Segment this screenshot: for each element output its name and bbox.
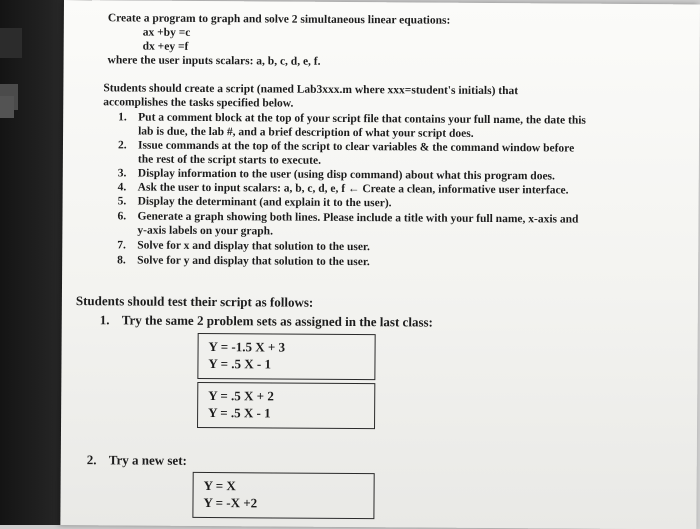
- assignment-line-2: accomplishes the tasks specified below.: [103, 96, 294, 110]
- task-number: 6.: [117, 210, 127, 223]
- task-line: Display the determinant (and explain it to the user).: [137, 195, 392, 210]
- task-line: lab is due, the lab #, and a brief description of what your script does.: [138, 125, 474, 140]
- task-number: 1.: [118, 111, 127, 124]
- equation-set-box: [197, 382, 375, 429]
- assignment-line-1: Students should create a script (named Lab3xxx.m where xxx=student's initials) that: [103, 82, 519, 98]
- task-line: Generate a graph showing both lines. Please include a title with your full name, x-axis and: [137, 210, 579, 226]
- equation-line: Y = .5 X + 2: [208, 388, 274, 404]
- paper-sheet: [60, 0, 700, 529]
- task-number: 7.: [117, 239, 126, 252]
- task-line: Ask the user to input scalars: a, b, c, d, e, f ← Create a clean, informative user interface.: [137, 181, 569, 197]
- testing-heading: Students should test their script as follows:: [75, 293, 314, 310]
- equation-set-box: [197, 333, 375, 380]
- task-number: 3.: [117, 167, 127, 180]
- equation-line: Y = .5 X - 1: [208, 356, 272, 372]
- test-item-number: 2.: [86, 452, 97, 468]
- scalars-line: where the user inputs scalars: a, b, c, d, e, f.: [107, 54, 321, 68]
- equation-line: Y = -X +2: [203, 494, 258, 511]
- test-item-number: 1.: [99, 312, 110, 328]
- task-number: 5.: [117, 195, 127, 208]
- test-item-text: Try the same 2 problem sets as assigned in the last class:: [121, 312, 433, 330]
- equation-2: dx +ey =f: [142, 40, 189, 53]
- equation-line: Y = .5 X - 1: [208, 405, 271, 421]
- task-line: Solve for x and display that solution to the user.: [137, 239, 370, 254]
- task-line: Display information to the user (using disp command) about what this program does.: [137, 167, 555, 183]
- task-line: Issue commands at the top of the script to clear variables & the command window before: [137, 139, 575, 155]
- test-item-text: Try a new set:: [108, 452, 187, 468]
- bezel-mark: [0, 96, 14, 118]
- task-line: y-axis labels on your graph.: [137, 224, 274, 238]
- equation-set-box: [192, 472, 374, 519]
- task-number: 2.: [117, 139, 127, 152]
- bezel-mark: [0, 28, 22, 58]
- task-line: the rest of the script starts to execute.: [137, 153, 322, 167]
- equation-line: Y = -1.5 X + 3: [208, 339, 286, 355]
- equation-1: ax +by =c: [142, 26, 191, 39]
- task-number: 8.: [117, 254, 126, 267]
- intro-heading: Create a program to graph and solve 2 simultaneous linear equations:: [107, 12, 451, 27]
- task-number: 4.: [117, 181, 127, 194]
- task-line: Solve for y and display that solution to the user.: [137, 254, 370, 269]
- task-line: Put a comment block at the top of your script file that contains your full name, the date this: [138, 111, 586, 127]
- equation-line: Y = X: [203, 477, 236, 494]
